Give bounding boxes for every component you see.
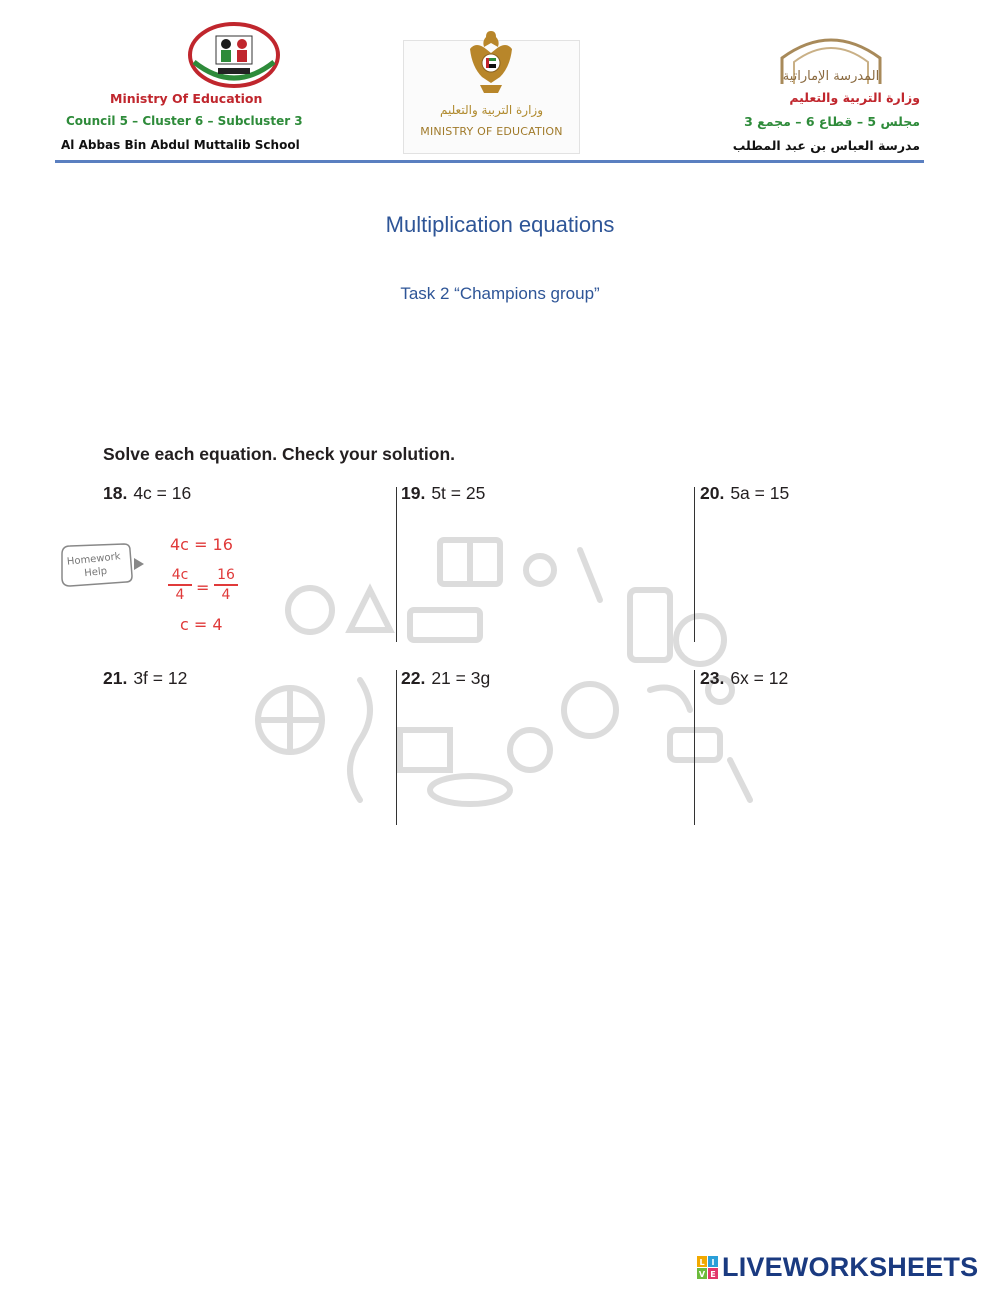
worked-equals-sign: = bbox=[196, 578, 210, 597]
instruction-text: Solve each equation. Check your solution. bbox=[103, 444, 456, 464]
problem-23 bbox=[700, 668, 788, 689]
badge-letter: I bbox=[711, 1258, 715, 1267]
header-center-block bbox=[403, 40, 580, 154]
badge-letter: V bbox=[698, 1270, 706, 1279]
ministry-arabic-center: وزارة التربية والتعليم bbox=[439, 103, 544, 117]
problem-equation: 5t = 25 bbox=[431, 483, 486, 503]
school-name-en: Al Abbas Bin Abdul Muttalib School bbox=[61, 138, 300, 152]
page-subtitle: Task 2 “Champions group” bbox=[400, 284, 600, 303]
column-divider bbox=[396, 487, 397, 642]
homework-help-line2: Help bbox=[83, 565, 108, 580]
ministry-of-education-label: Ministry Of Education bbox=[110, 91, 263, 106]
column-divider bbox=[694, 487, 695, 642]
council-cluster-label: Council 5 – Cluster 6 – Subcluster 3 bbox=[66, 114, 303, 128]
problem-equation: 6x = 12 bbox=[730, 668, 789, 688]
fraction-bar bbox=[214, 584, 238, 586]
worked-step-3: c = 4 bbox=[180, 615, 223, 634]
ministry-arabic-right: وزارة التربية والتعليم bbox=[789, 90, 920, 105]
worked-step-1: 4c = 16 bbox=[170, 535, 233, 554]
problem-20 bbox=[700, 483, 789, 504]
problem-equation: 3f = 12 bbox=[133, 668, 188, 688]
problem-equation: 5a = 15 bbox=[730, 483, 790, 503]
problem-number: 20. bbox=[700, 483, 725, 503]
school-name-arabic: مدرسة العباس بن عبد المطلب bbox=[732, 138, 920, 153]
badge-letter: L bbox=[699, 1258, 705, 1267]
worked-right-fraction bbox=[214, 567, 238, 603]
fraction-bar bbox=[168, 584, 192, 586]
column-divider bbox=[694, 670, 695, 825]
problem-number: 19. bbox=[401, 483, 426, 503]
problem-number: 22. bbox=[401, 668, 426, 688]
problem-22 bbox=[401, 668, 490, 689]
liveworksheets-badge-icon bbox=[697, 1256, 719, 1280]
problem-number: 21. bbox=[103, 668, 128, 688]
header-divider bbox=[55, 160, 924, 163]
liveworksheets-brand[interactable]: LIVEWORKSHEETS bbox=[722, 1252, 979, 1282]
right-denominator: 4 bbox=[221, 587, 231, 603]
worked-left-fraction bbox=[168, 567, 192, 603]
problem-number: 18. bbox=[103, 483, 128, 503]
emirati-school-logo-text: المدرسة الإماراتية bbox=[782, 69, 880, 84]
badge-letter: E bbox=[710, 1270, 716, 1279]
right-numerator: 16 bbox=[217, 567, 235, 583]
council-arabic-label: مجلس 5 – قطاع 6 – مجمع 3 bbox=[744, 114, 920, 129]
school-crest-logo bbox=[188, 22, 280, 88]
page-title: Multiplication equations bbox=[385, 212, 615, 237]
emirati-school-logo bbox=[776, 32, 886, 88]
problem-number: 23. bbox=[700, 668, 725, 688]
school-doodles-watermark bbox=[250, 530, 770, 830]
problem-equation: 4c = 16 bbox=[133, 483, 192, 503]
left-denominator: 4 bbox=[175, 587, 185, 603]
problem-18 bbox=[103, 483, 191, 504]
uae-emblem-icon bbox=[466, 27, 516, 97]
homework-help-line1: Homework bbox=[66, 551, 122, 568]
homework-help-icon[interactable] bbox=[58, 540, 150, 590]
left-numerator: 4c bbox=[171, 567, 189, 583]
ministry-english-center: MINISTRY OF EDUCATION bbox=[420, 125, 563, 138]
problem-19 bbox=[401, 483, 485, 504]
problem-21 bbox=[103, 668, 187, 689]
column-divider bbox=[396, 670, 397, 825]
problem-equation: 21 = 3g bbox=[431, 668, 491, 688]
